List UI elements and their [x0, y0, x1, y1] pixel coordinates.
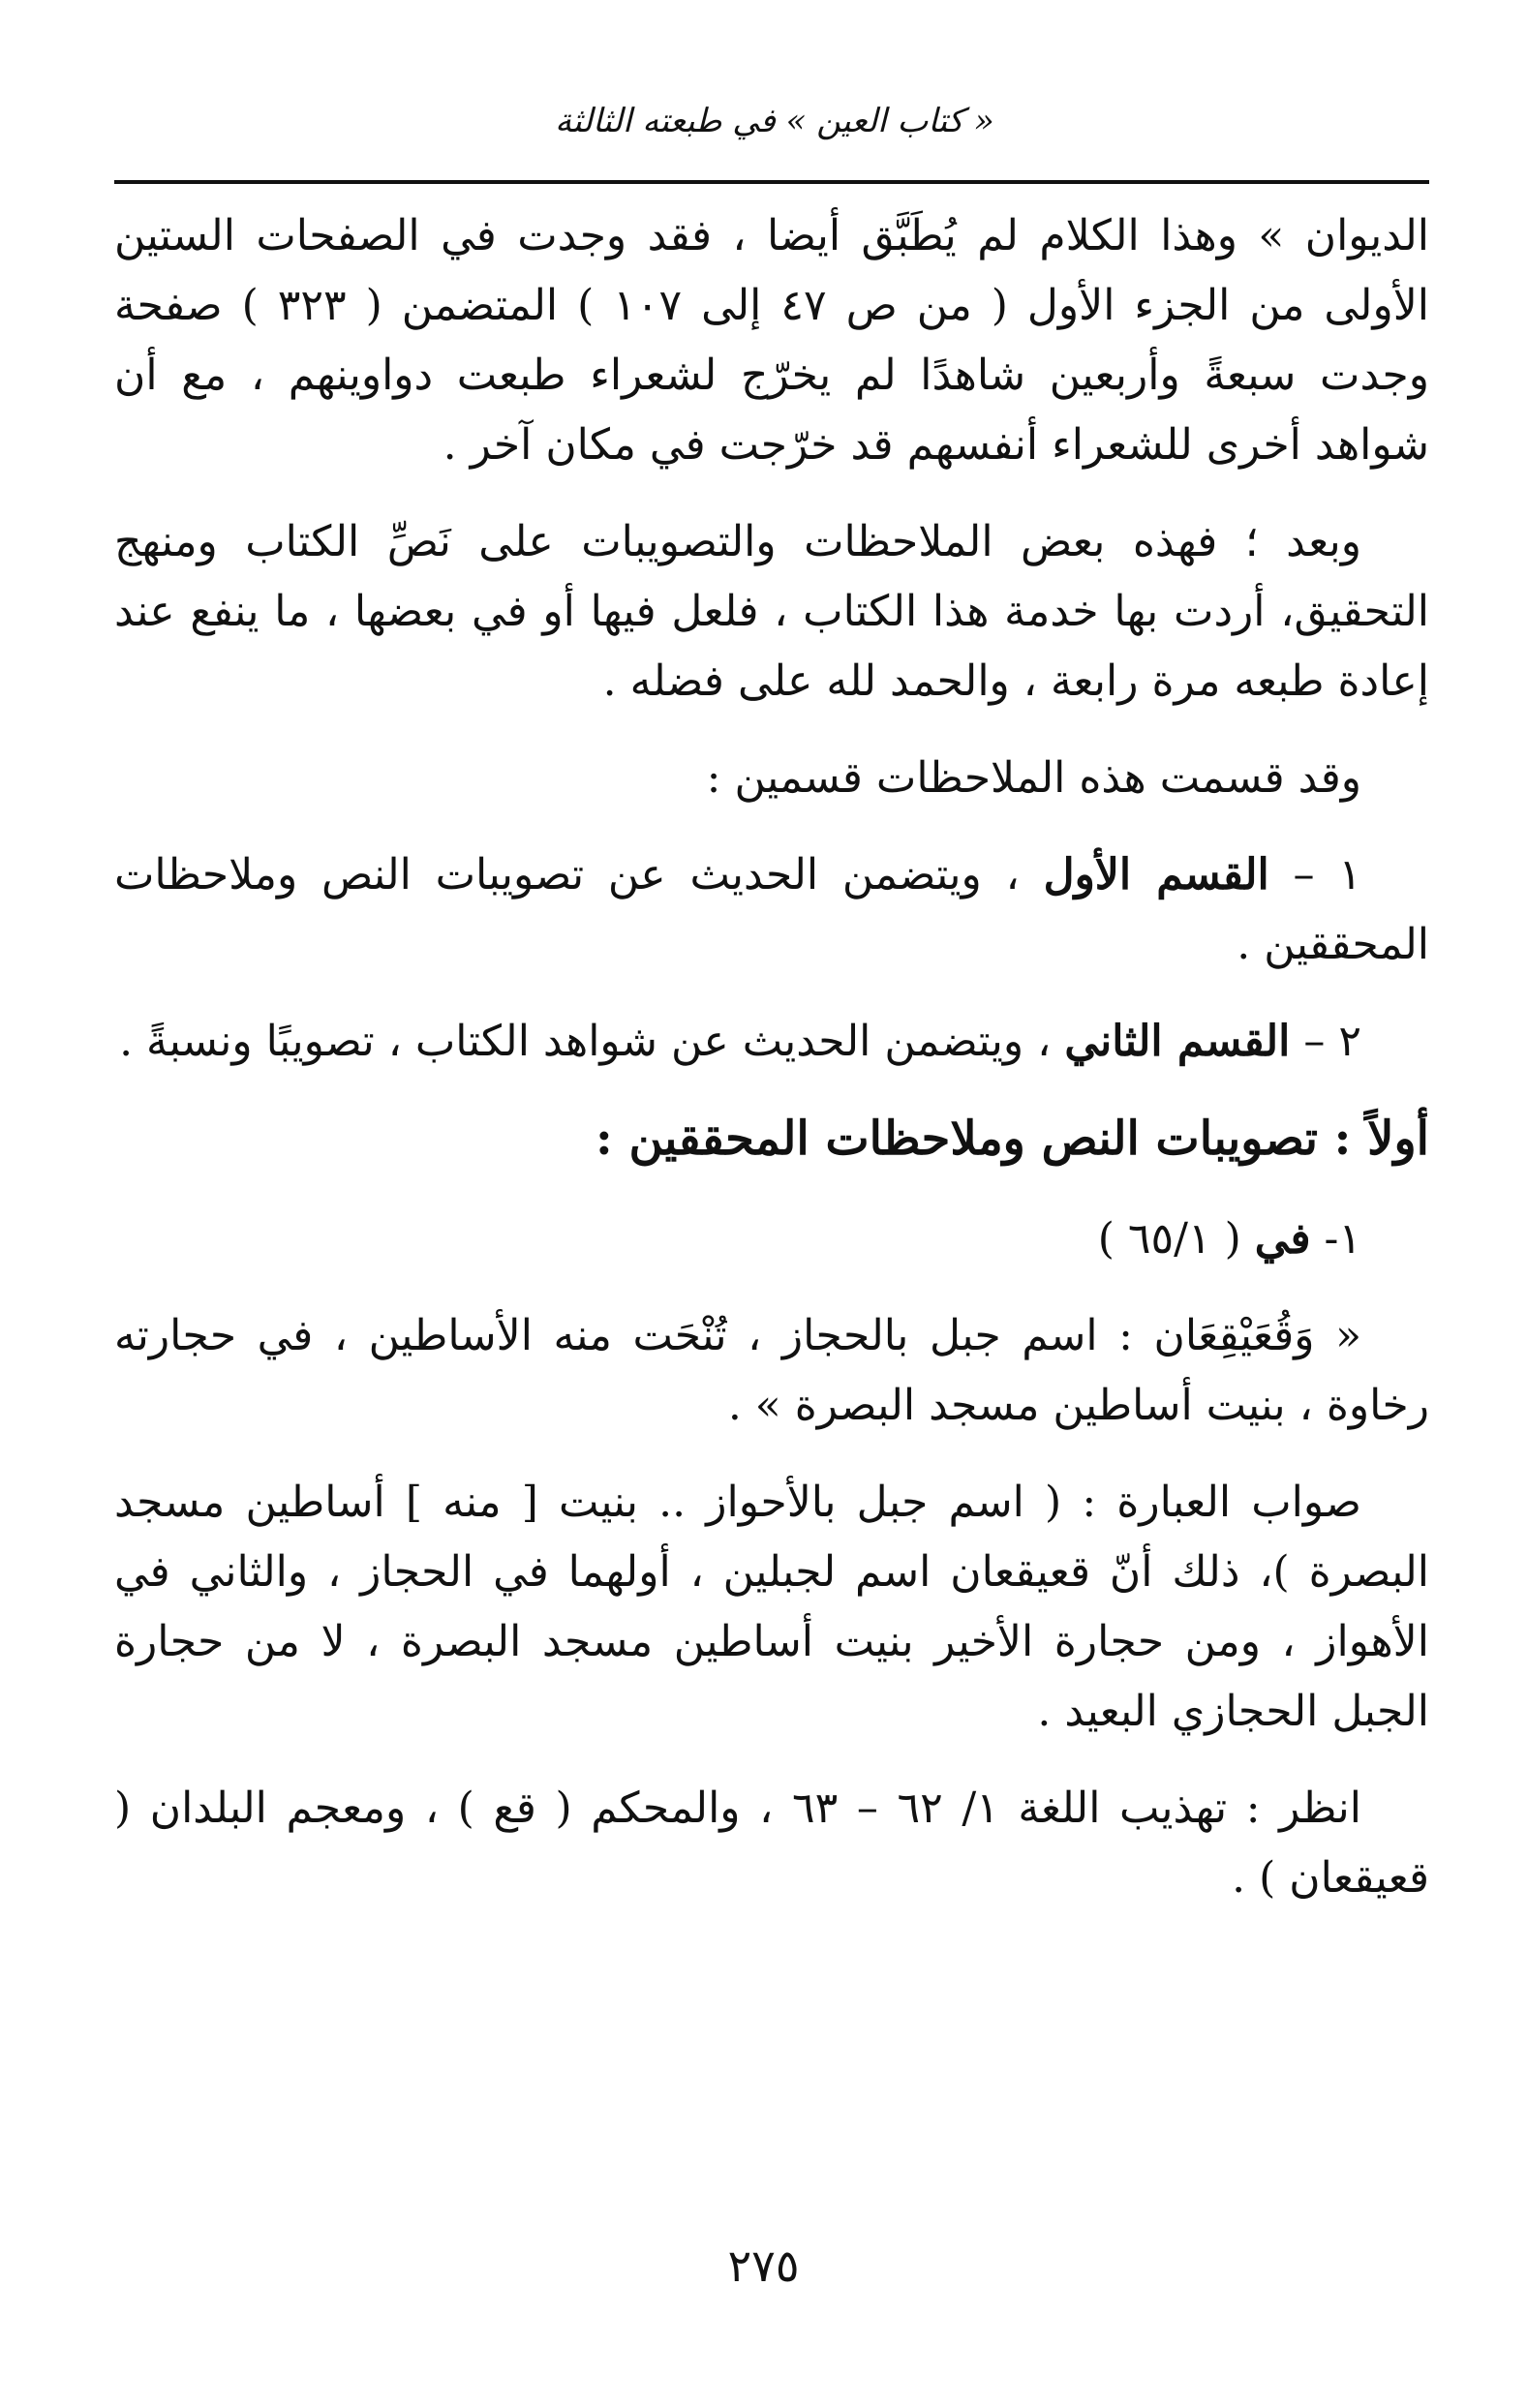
section-heading: أولاً : تصويبات النص وملاحظات المحققين :	[596, 1112, 1429, 1166]
paragraph-conclusion: وبعد ؛ فهذه بعض الملاحظات والتصويبات على نَصِّ الكتاب ومنهج التحقيق، أردت بها خدمة هذا الكتاب ، فلعل فيها أو في بعضها ، ما ينفع عند إعادة طبعه مرة رابعة ، والحمد لله على فضله .	[114, 517, 1429, 706]
list-number: ٢ –	[1303, 1017, 1361, 1066]
sub-heading-citation: ( ٦٥/١ )	[1097, 1214, 1241, 1264]
sub-heading-reference	[114, 1204, 1429, 1274]
header-rule	[114, 180, 1429, 184]
list-item-section-one	[114, 840, 1429, 980]
reference-paragraph: انظر : تهذيب اللغة ١/ ٦٢ – ٦٣ ، والمحكم ( قع ) ، ومعجم البلدان ( قعيقعان ) .	[114, 1783, 1429, 1903]
sub-heading-in: في	[1254, 1214, 1311, 1264]
list-number: ١ –	[1293, 850, 1361, 899]
paragraph-diwan: الديوان » وهذا الكلام لم يُطَبَّق أيضا ، فقد وجدت في الصفحات الستين الأولى من الجزء الأول ( من ص ٤٧ إلى ١٠٧ ) المتضمن ( ٣٢٣ ) صفحة وجدت سبعةً وأربعين شاهدًا لم يخرّج لشعراء طبعت دواوينهم ، مع أن شواهد أخرى للشعراء أنفسهم قد خرّجت في مكان آخر .	[114, 211, 1430, 470]
list-item-title: القسم الثاني	[1064, 1017, 1291, 1066]
running-header: « كتاب العين » في طبعته الثالثة	[555, 102, 994, 140]
body-text	[114, 201, 1429, 1940]
list-item-title: القسم الأول	[1043, 850, 1269, 899]
sub-heading-number: ١-	[1324, 1214, 1361, 1264]
quoted-text: « وَقُعَيْقِعَان : اسم جبل بالحجاز ، تُنْحَت منه الأساطين ، في حجارته رخاوة ، بنيت أساطين مسجد البصرة » .	[114, 1311, 1429, 1430]
list-item-text: ، ويتضمن الحديث عن شواهد الكتاب ، تصويبًا ونسبةً .	[119, 1017, 1052, 1066]
correction-paragraph: صواب العبارة : ( اسم جبل بالأحواز .. بنيت [ منه ] أساطين مسجد البصرة )، ذلك أنّ قعيقعان اسم لجبلين ، أولهما في الحجاز ، والثاني في الأهواز ، ومن حجارة الأخير بنيت أساطين مسجد البصرة ، لا من حجارة الجبل الحجازي البعيد .	[114, 1478, 1429, 1736]
paragraph-division: وقد قسمت هذه الملاحظات قسمين :	[706, 753, 1361, 803]
page-number: ٢٧٥	[727, 2240, 800, 2292]
list-item-section-two	[114, 1007, 1429, 1077]
list-item-text: ، ويتضمن الحديث عن تصويبات النص وملاحظات المحققين .	[114, 850, 1429, 969]
